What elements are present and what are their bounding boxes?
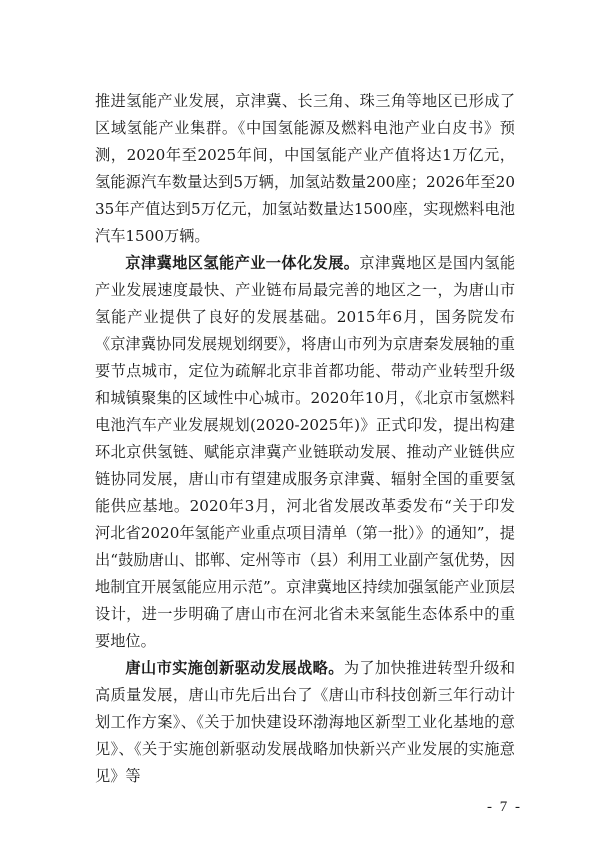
body-text — [95, 88, 515, 790]
page-number: - 7 - — [487, 799, 522, 815]
paragraph-2 — [95, 250, 515, 655]
paragraph-3-text: 为了加快推进转型升级和高质量发展，唐山市先后出台了《唐山市科技创新三年行动计划工作方案》、《关于加快建设环渤海地区新型工业化基地的意见》、《关于实施创新驱动发展战略加快新兴产业发展的实施意见》等 — [95, 659, 516, 785]
paragraph-1-text: 推进氢能产业发展，京津冀、长三角、珠三角等地区已形成了区域氢能产业集群。《中国氢能源及燃料电池产业白皮书》预测，2020年至2025年间，中国氢能产业产值将达1万亿元，氢能源汽车数量达到5万辆，加氢站数量200座；2026年至2035年产值达到5万亿元，加氢站数量达1500座，实现燃料电池汽车1500万辆。 — [95, 92, 515, 245]
paragraph-3-heading: 唐山市实施创新驱动发展战略。 — [125, 659, 344, 677]
paragraph-2-heading: 京津冀地区氢能产业一体化发展。 — [125, 254, 360, 272]
paragraph-1 — [95, 88, 515, 250]
paragraph-2-text: 京津冀地区是国内氢能产业发展速度最快、产业链布局最完善的地区之一，为唐山市氢能产业提供了良好的发展基础。2015年6月，国务院发布《京津冀协同发展规划纲要》，将唐山市列为京唐秦发展轴的重要节点城市，定位为疏解北京非首都功能、带动产业转型升级和城镇聚集的区域性中心城市。2020年10月，《北京市氢燃料电池汽车产业发展规划(2020-2025年)》正式印发，提出构建环北京供氢链、赋能京津冀产业链联动发展、推动产业链供应链协同发展，唐山市有望建成服务京津冀、辐射全国的重要氢能供应基地。2020年3月，河北省发展改革委发布“关于印发河北省2020年氢能产业重点项目清单（第一批）》的通知”，提出“鼓励唐山、邯郸、定州等市（县）利用工业副产氢优势，因地制宜开展氢能应用示范”。京津冀地区持续加强氢能产业顶层设计，进一步明确了唐山市在河北省未来氢能生态体系中的重要地位。 — [95, 254, 516, 650]
paragraph-3 — [95, 655, 515, 790]
